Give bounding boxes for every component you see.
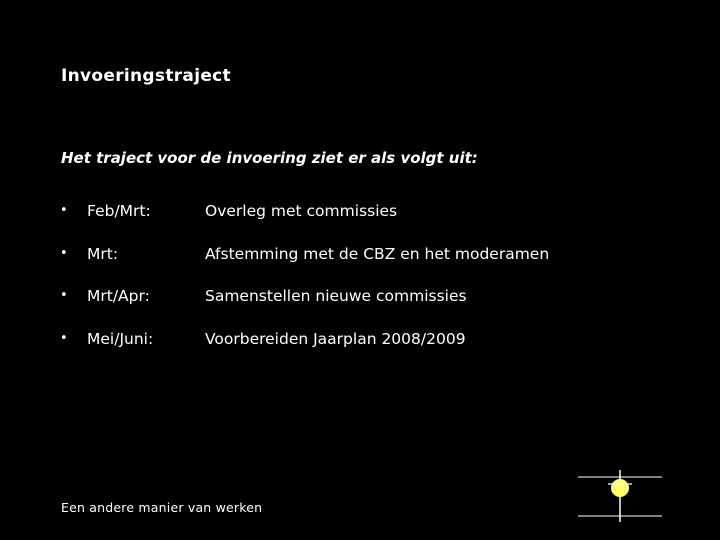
bullet: • [60,203,68,218]
bullet: • [60,330,68,346]
schedule-list [60,200,660,370]
period-label: Mei/Juni: [87,329,154,348]
period-description: Overleg met commissies [205,202,398,220]
period-label: Feb/Mrt: [87,202,151,220]
period-label: Mrt/Apr: [87,287,150,305]
period-description: Voorbereiden Jaarplan 2008/2009 [205,329,466,348]
list-item [60,200,660,243]
bullet: • [60,288,68,303]
list-item [60,328,660,371]
slide-footer: Een andere manier van werken [61,500,263,515]
bullet: • [60,245,68,261]
list-item [60,285,660,328]
slide-title: Invoeringstraject [61,66,231,86]
list-item [60,243,660,286]
crossed-lines-sun-logo-icon [578,470,662,522]
period-description: Samenstellen nieuwe commissies [205,287,467,305]
period-label: Mrt: [87,244,119,263]
slide-intro: Het traject voor de invoering ziet er als volgt uit: [61,149,478,167]
period-description: Afstemming met de CBZ en het moderamen [205,244,550,263]
